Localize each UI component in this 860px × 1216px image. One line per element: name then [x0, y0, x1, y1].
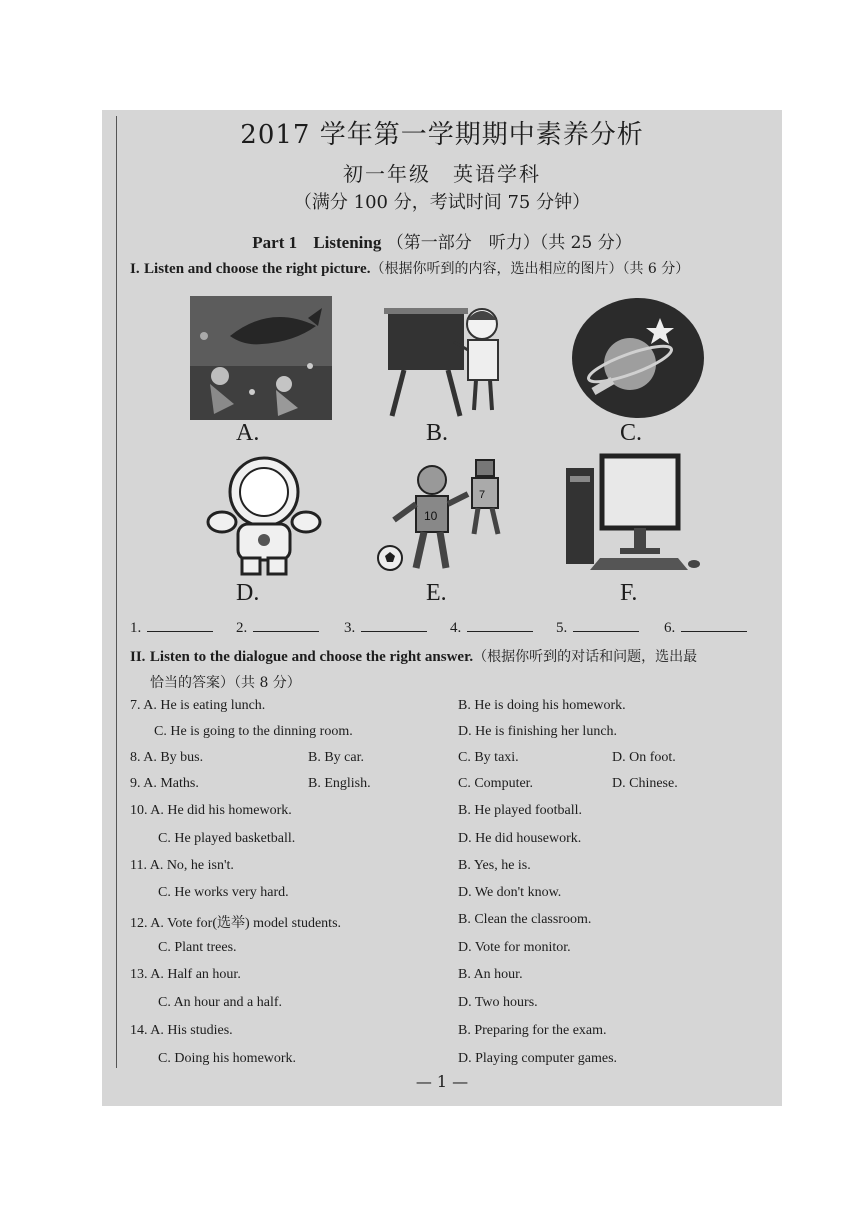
answer-blank-5[interactable]: [556, 620, 639, 637]
q12-option-a[interactable]: 12. A. Vote for(选举) model students.: [130, 916, 342, 931]
answer-blank-3[interactable]: [344, 620, 427, 637]
page-edge-line: [116, 116, 117, 1068]
q13-option-c[interactable]: C. An hour and a half.: [158, 995, 283, 1010]
score-note: （满分 100 分，考试时间 75 分钟）: [293, 192, 591, 213]
picture-c-label: C.: [620, 420, 643, 446]
part1-cn: （第一部分 听力）（共 25 分）: [386, 233, 632, 253]
section2-num: II.: [130, 649, 146, 665]
blank-line[interactable]: [681, 631, 747, 632]
q12-option-d[interactable]: D. Vote for monitor.: [458, 940, 571, 955]
blank-number: 2.: [236, 620, 248, 636]
q7-option-d[interactable]: D. He is finishing her lunch.: [458, 724, 618, 739]
q11-option-d[interactable]: D. We don't know.: [458, 885, 562, 900]
q8-option-c[interactable]: C. By taxi.: [458, 750, 519, 765]
q7-option-c[interactable]: C. He is going to the dinning room.: [154, 724, 353, 739]
q10-option-b[interactable]: B. He played football.: [458, 803, 583, 818]
q12-option-c[interactable]: C. Plant trees.: [158, 940, 237, 955]
q13-option-b[interactable]: B. An hour.: [458, 967, 523, 982]
computer-picture: [560, 452, 704, 578]
section2-cn-2: 恰当的答案）（共 8 分）: [150, 675, 301, 691]
q8-option-a[interactable]: 8. A. By bus.: [130, 750, 204, 765]
section1-heading: [130, 258, 689, 278]
answer-blank-2[interactable]: [236, 620, 319, 637]
q7-option-b[interactable]: B. He is doing his homework.: [458, 698, 626, 713]
blank-number: 6.: [664, 620, 676, 636]
answer-blank-4[interactable]: [450, 620, 533, 637]
q10-option-a[interactable]: 10. A. He did his homework.: [130, 803, 292, 818]
part1-label: Part 1: [252, 233, 298, 252]
blank-number: 4.: [450, 620, 462, 636]
picture-f-label: F.: [620, 580, 638, 606]
blank-line[interactable]: [253, 631, 319, 632]
q9-option-a[interactable]: 9. A. Maths.: [130, 776, 199, 791]
teacher-blackboard-picture: [384, 298, 508, 418]
q9-option-b[interactable]: B. English.: [308, 776, 371, 791]
answer-blank-6[interactable]: [664, 620, 747, 637]
q13-option-a[interactable]: 13. A. Half an hour.: [130, 967, 241, 982]
q12-option-b[interactable]: B. Clean the classroom.: [458, 912, 592, 927]
section1-cn: （根据你听到的内容，选出相应的图片）（共 6 分）: [370, 261, 690, 277]
section1-num: I.: [130, 261, 140, 277]
q14-option-d[interactable]: D. Playing computer games.: [458, 1051, 618, 1066]
picture-a-label: A.: [236, 420, 260, 446]
exam-title: 2017 学年第一学期期中素养分析: [240, 120, 644, 150]
blank-line[interactable]: [361, 631, 427, 632]
svg-text:7: 7: [479, 489, 486, 501]
q11-option-a[interactable]: 11. A. No, he isn't.: [130, 858, 234, 873]
part1-name: Listening: [313, 233, 382, 252]
blank-number: 3.: [344, 620, 356, 636]
q14-option-a[interactable]: 14. A. His studies.: [130, 1023, 233, 1038]
q9-option-c[interactable]: C. Computer.: [458, 776, 534, 791]
q9-option-d[interactable]: D. Chinese.: [612, 776, 678, 791]
astronaut-picture: [206, 452, 324, 578]
q10-option-c[interactable]: C. He played basketball.: [158, 831, 296, 846]
blank-number: 1.: [130, 620, 142, 636]
q14-option-c[interactable]: C. Doing his homework.: [158, 1051, 297, 1066]
section2-title: Listen to the dialogue and choose the right answer.: [149, 649, 474, 665]
q11-option-c[interactable]: C. He works very hard.: [158, 885, 289, 900]
section1-title: Listen and choose the right picture.: [144, 261, 371, 277]
q8-option-b[interactable]: B. By car.: [308, 750, 364, 765]
q8-option-d[interactable]: D. On foot.: [612, 750, 676, 765]
q10-option-d[interactable]: D. He did housework.: [458, 831, 582, 846]
blank-line[interactable]: [147, 631, 213, 632]
answer-blank-1[interactable]: [130, 620, 213, 637]
part1-heading: [102, 228, 782, 253]
page-number: — 1 —: [415, 1072, 469, 1091]
q7-option-a[interactable]: 7. A. He is eating lunch.: [130, 698, 266, 713]
picture-b-label: B.: [426, 420, 449, 446]
picture-e-label: E.: [426, 580, 447, 606]
exam-subtitle: 初一年级 英语学科: [343, 162, 541, 186]
picture-d-label: D.: [236, 580, 260, 606]
underwater-divers-dolphin-picture: [190, 296, 332, 420]
section2-heading: [130, 646, 697, 666]
blank-line[interactable]: [573, 631, 639, 632]
blank-number: 5.: [556, 620, 568, 636]
q14-option-b[interactable]: B. Preparing for the exam.: [458, 1023, 607, 1038]
q11-option-b[interactable]: B. Yes, he is.: [458, 858, 531, 873]
robots-football-picture: [376, 450, 516, 578]
svg-text:10: 10: [424, 509, 438, 523]
section2-cn-1: （根据你听到的对话和问题，选出最: [473, 649, 698, 665]
exam-page: [102, 110, 782, 1106]
planet-rocket-picture: [570, 296, 706, 420]
q13-option-d[interactable]: D. Two hours.: [458, 995, 538, 1010]
blank-line[interactable]: [467, 631, 533, 632]
